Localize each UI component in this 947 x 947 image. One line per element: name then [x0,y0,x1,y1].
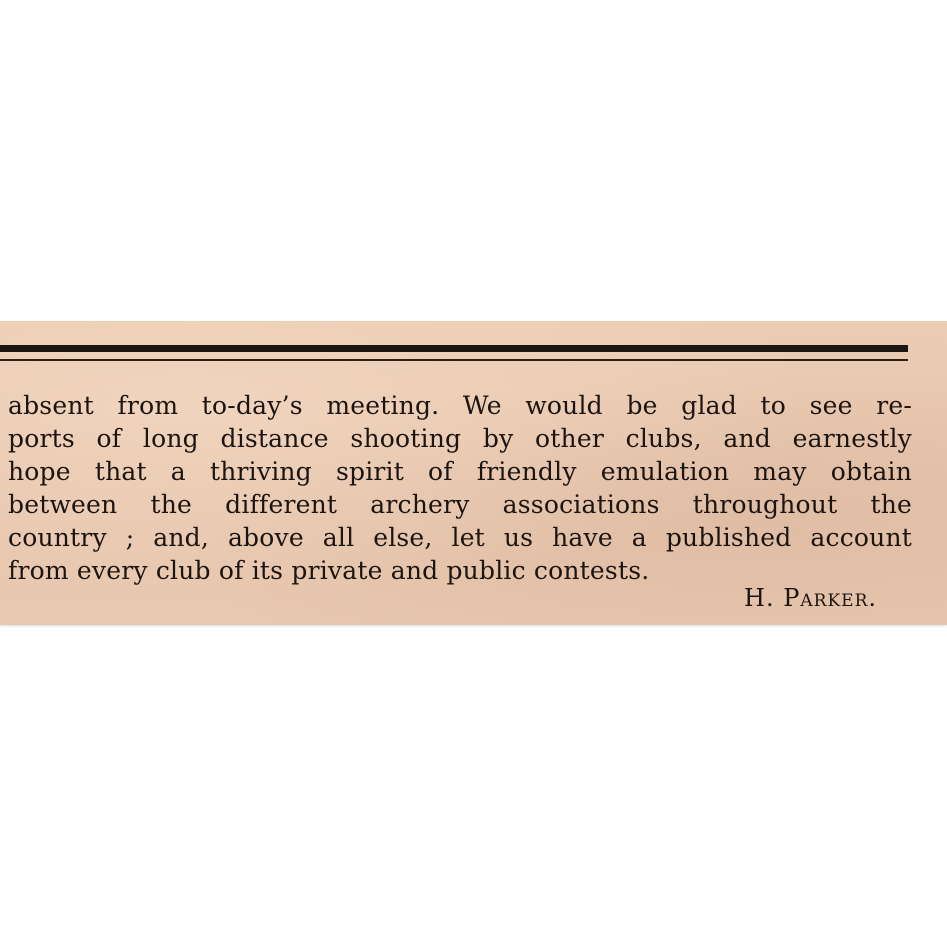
article-body [8,389,912,587]
article-line: between the different archery associations throughout the [8,490,912,519]
article-line: absent from to-day’s meeting. We would be glad to see re- [8,391,912,420]
newspaper-clipping [0,321,947,625]
article-line: from every club of its private and public contests. [8,556,650,585]
article-line: country ; and, above all else, let us have a published account [8,523,912,552]
thin-rule-divider [0,359,908,361]
article-line: ports of long distance shooting by other clubs, and earnestly [8,424,912,453]
thick-rule-divider [0,345,908,352]
article-line: hope that a thriving spirit of friendly emulation may obtain [8,457,912,486]
author-signature: H. Parker. [744,584,877,612]
